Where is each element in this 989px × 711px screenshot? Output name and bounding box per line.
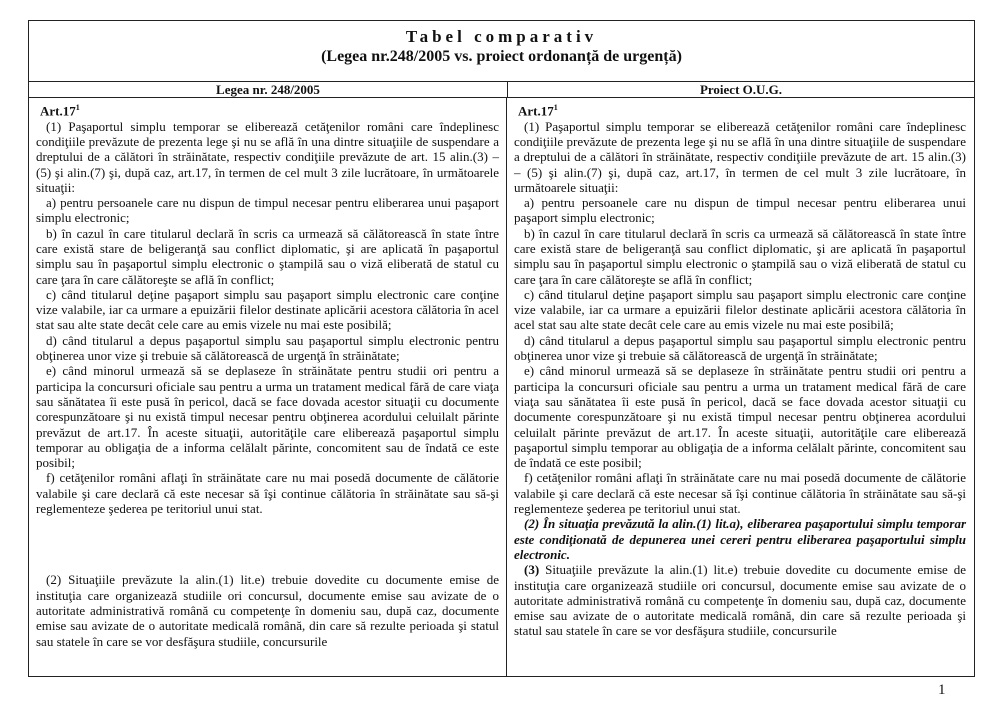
article-label: Art.17	[518, 103, 554, 119]
paragraph-text: Situaţiile prevăzute la alin.(1) lit.e) trebuie dovedite cu documente emise de instituţia care organizează studiile ori concursul, documente emise sau avizate de o autoritate administrativă română cu competenţe în domeniu sau, după caz, documente emise sau avizate de o autoritate medicală română, din care să rezulte perioada şi statul sau statele în care se vor desfăşura studiile, concursurile	[36, 572, 499, 649]
new-paragraph-2: (2) În situaţia prevăzută la alin.(1) lit.a), eliberarea paşaportului simplu temporar este condiţionată de depunerea unei cereri pentru eliberarea paşaportului simplu electronic.	[514, 516, 966, 562]
column-headers	[29, 82, 974, 98]
article-heading	[518, 100, 966, 119]
item-c: c) când titularul deţine paşaport simplu sau paşaport simplu electronic care conţine vize valabile, iar ca urmare a epuizării filelor destinate aplicării acestora călătoria în acel stat sau alte state decât cele care au emis vizele nu mai este posibilă;	[36, 286, 499, 333]
paragraph-number: (3)	[524, 562, 540, 578]
article-sup: 1	[75, 103, 80, 112]
paragraph-number: (2)	[46, 572, 62, 588]
item-e: e) când minorul urmează să se deplaseze în străinătate pentru studii ori pentru a participa la concursuri oficiale sau pentru a urma un tratament medical fără de care viaţa sau sănătatea îi este pusă în pericol, dacă se face dovada acestor situaţii cu documente corespunzătoare şi nu există timpul necesar pentru obţinerea acordului celuilalt părinte prevăzut de art.17. În aceste situaţii, autorităţile care eliberează paşaportul simplu temporar au obligaţia de a informa celălalt părinte, concomitent sau de îndată ce este posibil;	[514, 363, 966, 471]
item-d: d) când titularul a depus paşaportul simplu sau paşaportul simplu electronic pentru obţinerea unor vize şi trebuie să călătorească de urgenţă în străinătate;	[514, 332, 966, 364]
item-a: a) pentru persoanele care nu dispun de timpul necesar pentru eliberarea unui paşaport simplu electronic;	[36, 195, 499, 226]
article-label: Art.17	[40, 103, 76, 119]
project-column	[507, 98, 973, 676]
item-c: c) când titularul deţine paşaport simplu sau paşaport simplu electronic care conţine vize valabile, iar ca urmare a epuizării filelor destinate aplicării acestora călătoria în acel stat sau alte state decât cele care au emis vizele nu mai este posibilă;	[514, 286, 966, 333]
column-header-law: Legea nr. 248/2005	[29, 82, 508, 97]
item-b: b) în cazul în care titularul declară în scris ca urmează să călătorească în state între care există stare de beligeranţă sau conflict diplomatic, şi are aplicată în paşaportul simplu sau în paşaportul simplu electronic o ştampilă sau o viză eliberată de statul cu care ţara în care călătoreşte se află în conflict;	[514, 225, 966, 287]
item-d: d) când titularul a depus paşaportul simplu sau paşaportul simplu electronic pentru obţinerea unor vize şi trebuie să călătorească de urgenţă în străinătate;	[36, 332, 499, 364]
paragraph-2	[36, 572, 499, 648]
column-header-project: Proiect O.U.G.	[699, 82, 783, 97]
table-title: Tabel comparativ	[405, 27, 598, 46]
item-b: b) în cazul în care titularul declară în scris ca urmează să călătorească în state între care există stare de beligeranţă sau conflict diplomatic, şi are aplicată în paşaportul simplu sau în paşaportul simplu electronic o ştampilă sau o viză eliberată de statul cu care ţara în care călătoreşte se află în conflict;	[36, 225, 499, 287]
paragraph-3	[514, 562, 966, 638]
table-body	[29, 98, 974, 676]
paragraph-1: (1) Paşaportul simplu temporar se eliberează cetăţenilor români care îndeplinesc condiţiile prevăzute de prezenta lege şi nu se află în una dintre situaţiile de suspendare a dreptului de a călători în străinătate, respectiv condiţiile prevăzute de art. 15 alin.(3) – (5) şi alin.(7) şi, după caz, art.17, în termen de cel mult 3 zile lucrătoare, în următoarele situaţii:	[514, 118, 966, 195]
item-e: e) când minorul urmează să se deplaseze în străinătate pentru studii ori pentru a participa la concursuri oficiale sau pentru a urma un tratament medical fără de care viaţa sau sănătatea îi este pusă în pericol, dacă se face dovada acestor situaţii cu documente corespunzătoare şi nu există timpul necesar pentru obţinerea acordului celuilalt părinte prevăzut de art.17. În aceste situaţii, autorităţile care eliberează paşaportul simplu temporar au obligaţia de a informa celălalt părinte, concomitent sau de îndată ce este posibil;	[36, 363, 499, 471]
item-a: a) pentru persoanele care nu dispun de timpul necesar pentru eliberarea unui paşaport simplu electronic;	[514, 195, 966, 226]
paragraph-1: (1) Paşaportul simplu temporar se eliberează cetăţenilor români care îndeplinesc condiţiile prevăzute de prezenta lege şi nu se află în una dintre situaţiile de suspendare a dreptului de a călători în străinătate, respectiv condiţiile prevăzute de art. 15 alin.(3) – (5) şi alin.(7) şi, după caz, art.17, în termen de cel mult 3 zile lucrătoare, în următoarele situaţii:	[36, 118, 499, 195]
table-title-cell	[29, 21, 974, 82]
item-f: f) cetăţenilor români aflaţi în străinătate care nu mai posedă documente de călătorie valabile şi care declară că este necesar să îşi continue călătoria în străinătate sau să-şi reglementeze şederea pe teritoriul unui stat.	[36, 470, 499, 517]
page-number: 1	[938, 682, 946, 698]
item-f: f) cetăţenilor români aflaţi în străinătate care nu mai posedă documente de călătorie valabile şi care declară că este necesar să îşi continue călătoria în străinătate sau să-şi reglementeze şederea pe teritoriul unui stat.	[514, 470, 966, 517]
law-column	[29, 98, 507, 676]
article-sup: 1	[553, 103, 558, 112]
table-subtitle: (Legea nr.248/2005 vs. proiect ordonanță de urgență)	[321, 48, 682, 65]
paragraph-text: Situaţiile prevăzute la alin.(1) lit.e) trebuie dovedite cu documente emise de instituţia care organizează studiile ori concursul, documente emise sau avizate de o autoritate administrativă română cu competenţe în domeniu sau, după caz, documente emise sau avizate de o autoritate medicală română, din care să rezulte perioada şi statul sau statele în care se vor desfăşura studiile, concursurile	[514, 562, 966, 639]
article-heading	[40, 100, 499, 119]
comparison-table	[28, 20, 975, 677]
